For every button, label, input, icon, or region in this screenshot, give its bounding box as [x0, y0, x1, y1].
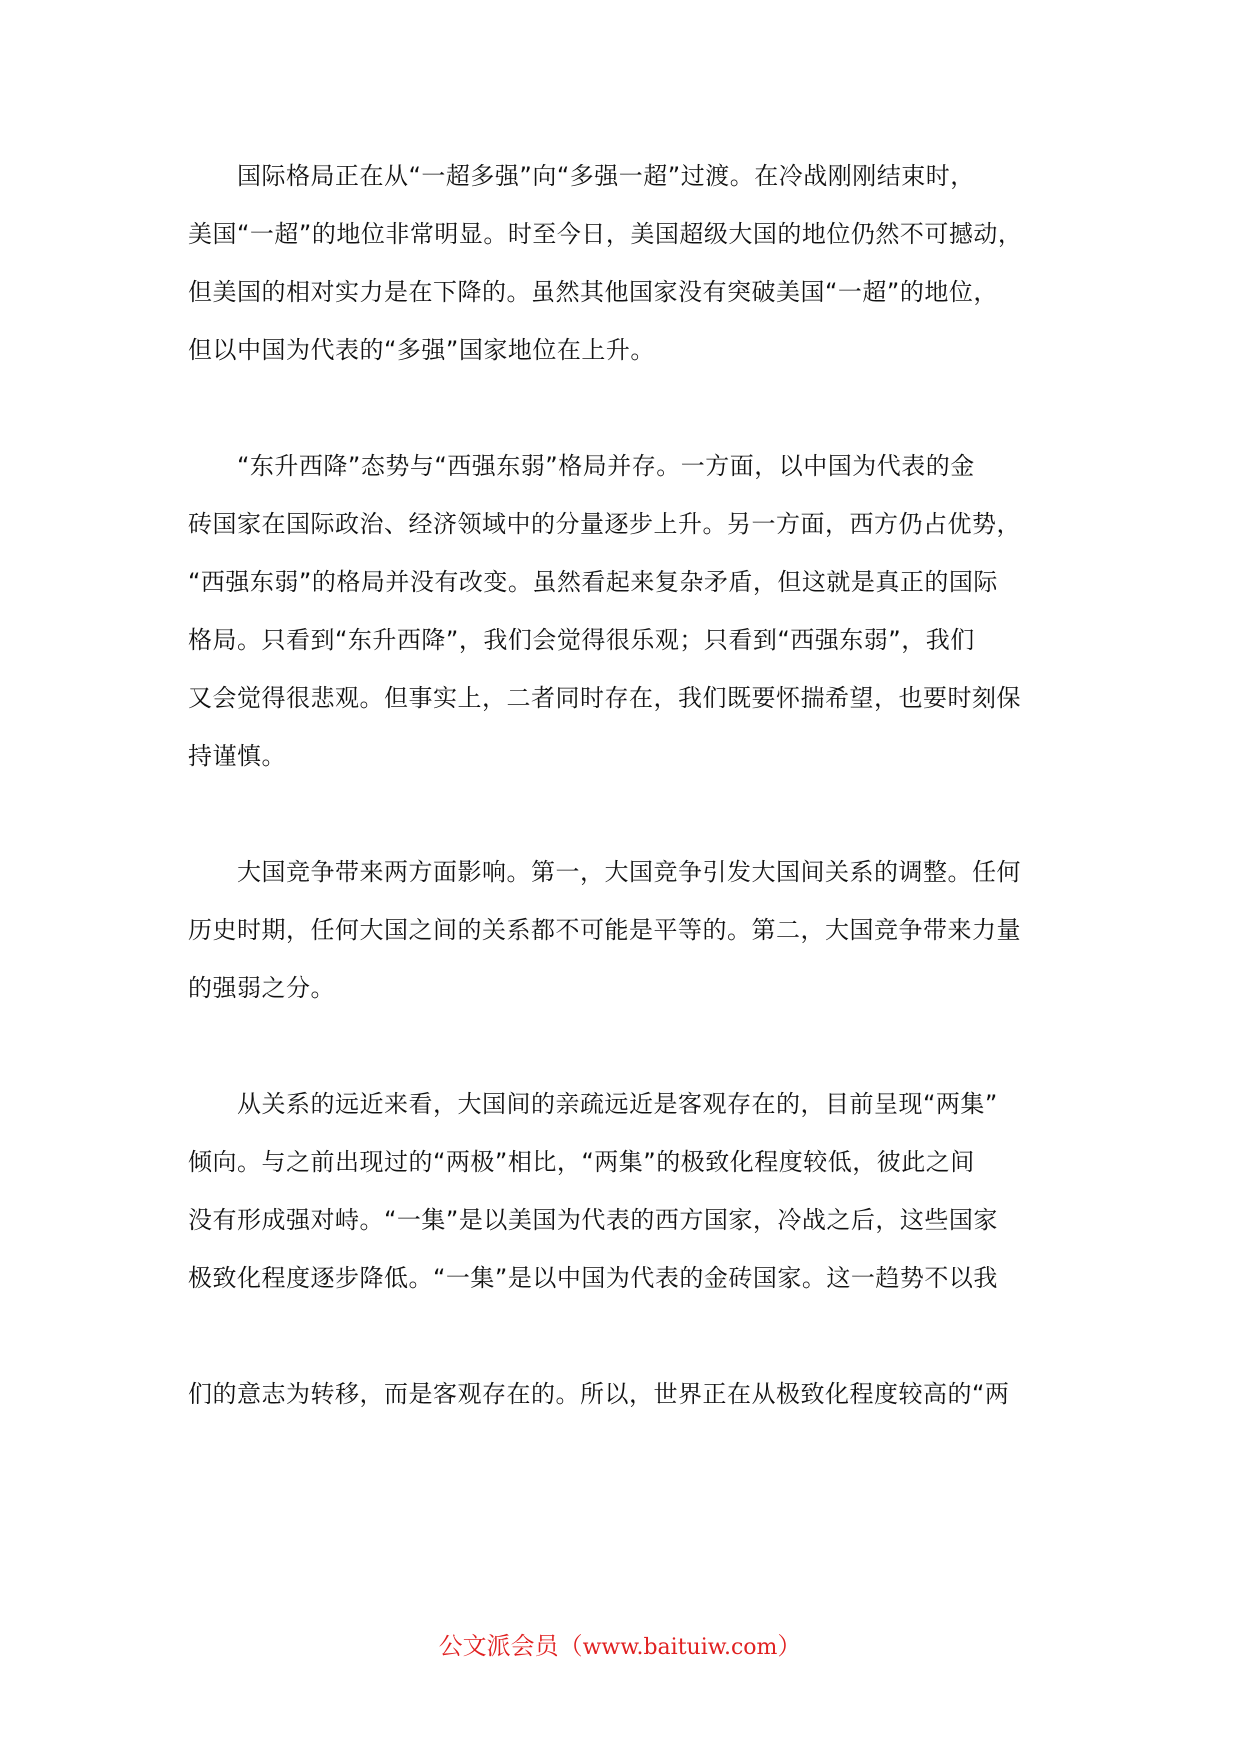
text-line: 持谨慎。 — [188, 742, 286, 770]
text-line: 历史时期，任何大国之间的关系都不可能是平等的。第二，大国竞争带来力量 — [188, 916, 1021, 944]
text-line: 从关系的远近来看，大国间的亲疏远近是客观存在的，目前呈现“两集” — [188, 1090, 998, 1118]
text-line: 的强弱之分。 — [188, 974, 335, 1002]
footer-prefix: 公文派会员（ — [438, 1632, 583, 1660]
text-line: 美国“一超”的地位非常明显。时至今日，美国超级大国的地位仍然不可撼动， — [188, 220, 1023, 248]
text-line: “西强东弱”的格局并没有改变。虽然看起来复杂矛盾，但这就是真正的国际 — [188, 568, 998, 596]
text-line: 砖国家在国际政治、经济领域中的分量逐步上升。另一方面，西方仍占优势， — [188, 510, 1021, 538]
footer-watermark — [0, 1630, 1240, 1664]
text-line: 倾向。与之前出现过的“两极”相比，“两集”的极致化程度较低，彼此之间 — [188, 1148, 975, 1176]
footer-suffix: ） — [777, 1632, 802, 1660]
text-line: 但美国的相对实力是在下降的。虽然其他国家没有突破美国“一超”的地位， — [188, 278, 998, 306]
text-line: “东升西降”态势与“西强东弱”格局并存。一方面，以中国为代表的金 — [188, 452, 975, 480]
text-line: 没有形成强对峙。“一集”是以美国为代表的西方国家，冷战之后，这些国家 — [188, 1206, 998, 1234]
text-line: 们的意志为转移，而是客观存在的。所以，世界正在从极致化程度较高的“两 — [188, 1380, 1010, 1408]
text-line: 又会觉得很悲观。但事实上，二者同时存在，我们既要怀揣希望，也要时刻保 — [188, 684, 1021, 712]
text-line: 但以中国为代表的“多强”国家地位在上升。 — [188, 336, 655, 364]
footer-url[interactable]: www.baituiw.com — [582, 1635, 778, 1660]
text-line: 国际格局正在从“一超多强”向“多强一超”过渡。在冷战刚刚结束时， — [188, 162, 975, 190]
text-line: 大国竞争带来两方面影响。第一，大国竞争引发大国间关系的调整。任何 — [188, 858, 1021, 886]
text-line: 格局。只看到“东升西降”，我们会觉得很乐观；只看到“西强东弱”，我们 — [188, 626, 975, 654]
text-line: 极致化程度逐步降低。“一集”是以中国为代表的金砖国家。这一趋势不以我 — [188, 1264, 998, 1292]
